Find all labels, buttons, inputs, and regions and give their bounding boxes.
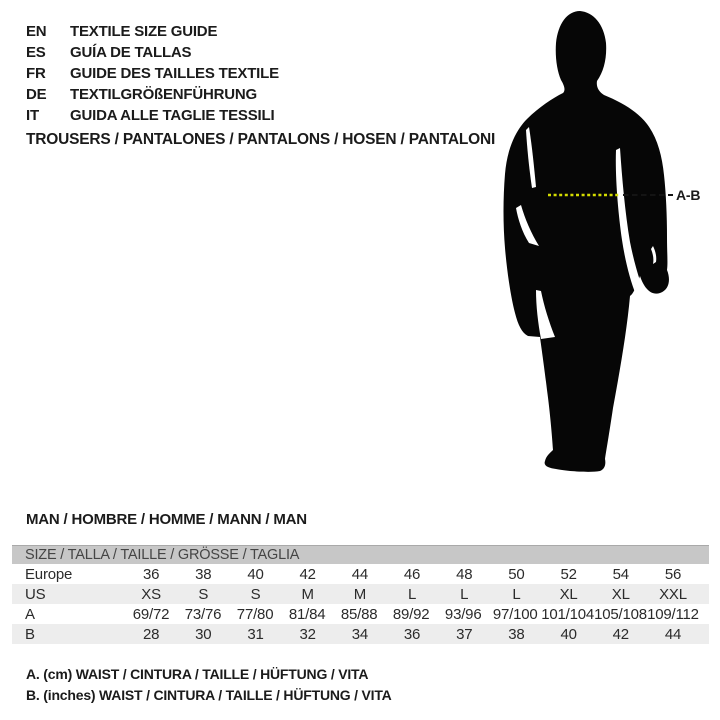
lang-title: GUÍA DE TALLAS (70, 44, 192, 61)
table-cell: 77/80 (236, 605, 274, 623)
lang-title: GUIDA ALLE TAGLIE TESSILI (70, 107, 275, 124)
table-cell: 42 (612, 625, 629, 643)
table-cell: 36 (142, 565, 160, 583)
table-cell: 32 (299, 625, 316, 643)
row-label: US (25, 585, 46, 603)
lang-code: ES (26, 44, 46, 61)
table-cell: 44 (664, 625, 682, 643)
table-cell: 101/104 (541, 605, 595, 623)
table-cell: 54 (612, 565, 629, 583)
lang-code: IT (26, 107, 39, 124)
table-cell: XXL (659, 585, 687, 603)
table-cell: 28 (142, 625, 160, 643)
note-b-inches: B. (inches) WAIST / CINTURA / TAILLE / HÜFTUNG / VITA (26, 687, 392, 703)
male-silhouette (470, 0, 720, 500)
table-cell: 37 (456, 625, 473, 643)
size-table-body (12, 564, 709, 644)
table-cell: L (512, 585, 521, 603)
lang-title: GUIDE DES TAILLES TEXTILE (70, 65, 279, 82)
table-cell: 52 (560, 565, 577, 583)
table-cell: S (250, 585, 261, 603)
table-cell: 85/88 (340, 605, 378, 623)
measurement-notes (26, 666, 392, 708)
table-cell: 30 (195, 625, 212, 643)
table-row-us (12, 584, 709, 604)
lang-row-fr (26, 63, 279, 84)
table-cell: 31 (247, 625, 264, 643)
language-title-block (26, 21, 279, 126)
table-cell: 46 (403, 565, 421, 583)
table-cell: 34 (351, 625, 368, 643)
table-cell: L (407, 585, 417, 603)
row-label: B (25, 625, 35, 643)
table-cell: 36 (403, 625, 421, 643)
lang-row-de (26, 84, 279, 105)
table-cell: 97/100 (492, 605, 538, 623)
table-cell: 93/96 (444, 605, 482, 623)
table-row-europe (12, 564, 709, 584)
table-cell: XS (141, 585, 161, 603)
note-a-cm: A. (cm) WAIST / CINTURA / TAILLE / HÜFTUNG / VITA (26, 666, 369, 682)
table-cell: 105/108 (594, 605, 647, 623)
size-table-header: SIZE / TALLA / TAILLE / GRÖSSE / TAGLIA (12, 545, 709, 564)
lang-title: TEXTILGRÖßENFÜHRUNG (70, 86, 258, 103)
section-label: MAN / HOMBRE / HOMME / MANN / MAN (26, 511, 307, 528)
table-cell: 38 (508, 625, 525, 643)
table-cell: XL (559, 585, 578, 603)
table-cell: L (460, 585, 469, 603)
row-label: Europe (25, 565, 73, 583)
table-cell: 56 (664, 565, 682, 583)
lang-code: EN (26, 23, 47, 40)
table-cell: M (353, 585, 366, 603)
table-cell: 109/112 (647, 605, 699, 623)
lang-row-en (26, 21, 279, 42)
table-cell: 50 (508, 565, 525, 583)
lang-code: FR (26, 65, 46, 82)
table-cell: XL (611, 585, 630, 603)
table-cell: 42 (299, 565, 316, 583)
table-row-b-inches (12, 624, 709, 644)
figure-area (470, 0, 720, 500)
table-cell: 48 (456, 565, 473, 583)
table-row-a-cm (12, 604, 709, 624)
table-cell: 40 (247, 565, 264, 583)
lang-code: DE (26, 86, 47, 103)
table-cell: 44 (351, 565, 368, 583)
lang-row-es (26, 42, 279, 63)
row-label: A (25, 605, 35, 623)
size-table (12, 545, 709, 644)
lang-title: TEXTILE SIZE GUIDE (70, 23, 218, 40)
table-cell: M (301, 585, 314, 603)
table-cell: S (198, 585, 209, 603)
table-cell: 81/84 (288, 605, 326, 623)
category-title: TROUSERS / PANTALONES / PANTALONS / HOSEN / PANTALONI (26, 131, 496, 148)
table-cell: 89/92 (392, 605, 430, 623)
measure-label: A-B (676, 187, 701, 203)
table-cell: 38 (195, 565, 212, 583)
lang-row-it (26, 105, 279, 126)
table-cell: 69/72 (132, 605, 170, 623)
table-cell: 40 (560, 625, 577, 643)
table-cell: 73/76 (184, 605, 222, 623)
